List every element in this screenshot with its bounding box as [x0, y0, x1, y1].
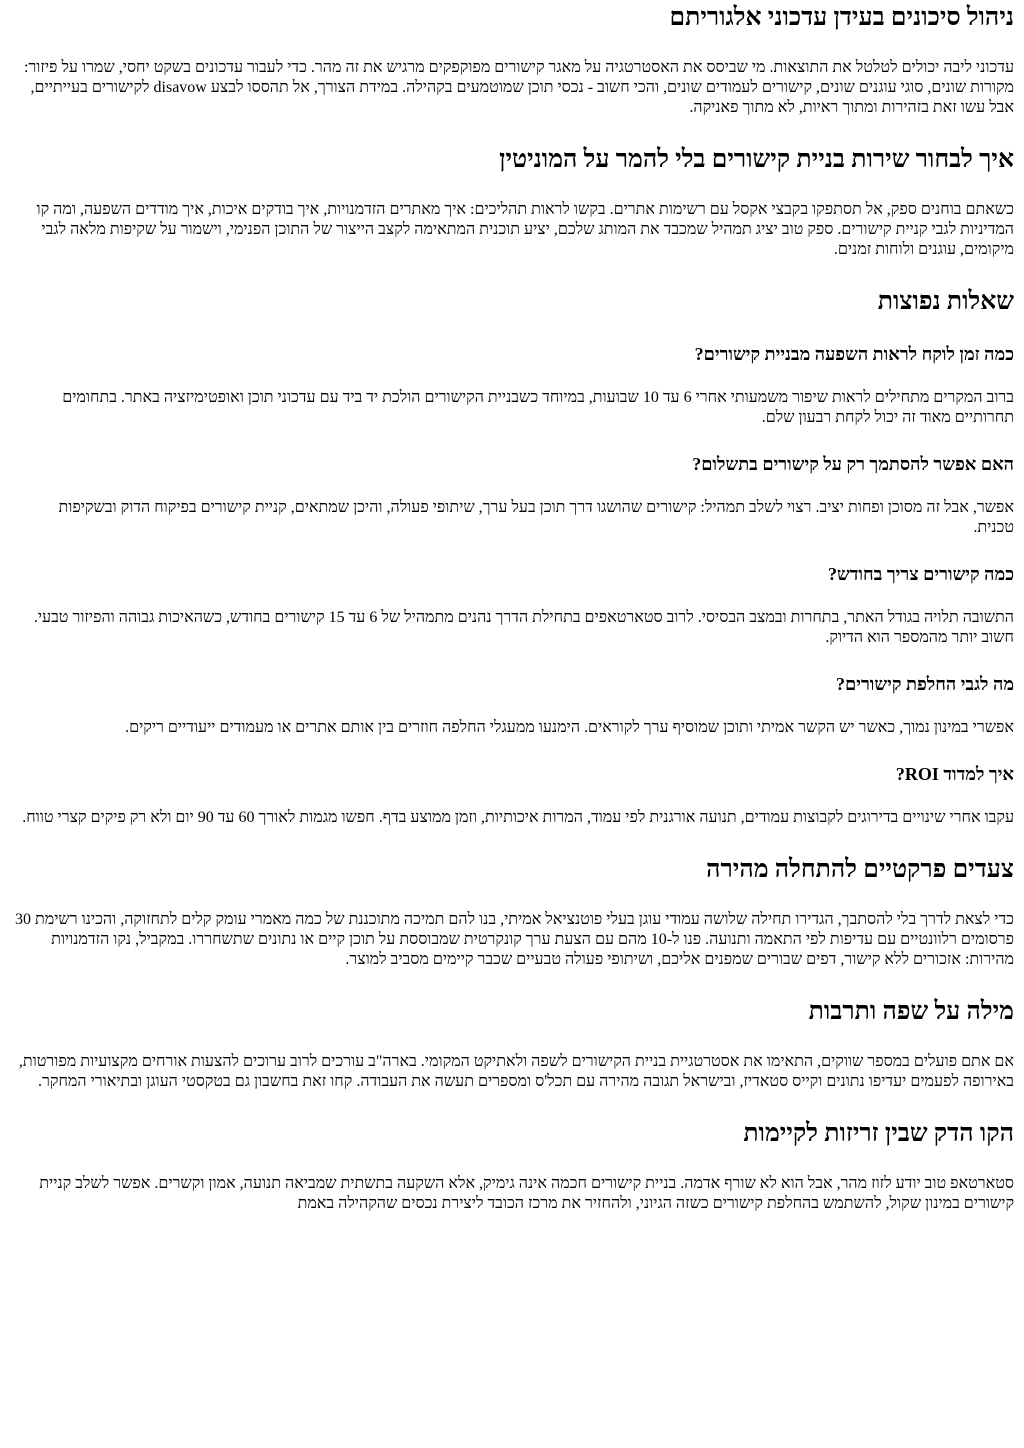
faq-answer: ברוב המקרים מתחילים לראות שיפור משמעותי אחרי 6 עד 10 שבועות, במיוחד כשבניית הקישורים הולכת יד ביד עם עדכוני תוכן ואופטימיזציה באתר. בתחומים תחרותיים מאוד זה יכול לקחת רבעון שלם.	[62, 389, 1014, 426]
faq-answer: עקבו אחרי שינויים בדירוגים לקבוצות עמודים, תנועה אורגנית לפי עמוד, המרות איכותיות, וזמן ממוצע בדף. חפשו מגמות לאורך 60 עד 90 יום ולא רק פיקים קצרי טווח.	[22, 809, 1014, 826]
faq-question: מה לגבי החלפת קישורים?	[836, 674, 1014, 694]
faq-question: כמה קישורים צריך בחודש?	[828, 564, 1014, 584]
section-heading-risk-management: ניהול סיכונים בעידן עדכוני אלגוריתם	[669, 4, 1014, 31]
faq-heading: שאלות נפוצות	[877, 288, 1014, 315]
section-heading-language-culture: מילה על שפה ותרבות	[808, 998, 1014, 1025]
section-body-choosing-service: כשאתם בוחנים ספק, אל תסתפקו בקבצי אקסל עם רשימות אתרים. בקשו לראות תהליכים: איך מאתרים הזדמנויות, איך בודקים איכות, איך מודדים השפעה, ומה קו המדיניות לגבי קניית קישורים. ספק טוב יציג תמהיל שמכבד את המותג שלכם, יציע תוכנית המתאימה לקצב הייצור של התוכן הפנימי, וישמור על שקיפות מלאה לגבי מיקומים, עוגנים ולוחות זמנים.	[36, 201, 1014, 258]
section-body-language-culture: אם אתם פועלים במספר שווקים, התאימו את אסטרטגיית בניית הקישורים לשפה ולאתיקט המקומי. בארה"ב עורכים לרוב ערוכים להצעות אורחים מקצועיות מפורטות, באירופה לפעמים יעדיפו נתונים וקייס סטאדיז, ובישראל תגובה מהירה עם תכל'ס ומספרים תעשה את העבודה. קחו זאת בחשבון גם בטקסטי העוגן ובתיאורי המחקר.	[18, 1053, 1014, 1090]
section-heading-choosing-service: איך לבחור שירות בניית קישורים בלי להמר על המוניטין	[499, 146, 1014, 173]
section-heading-agility-sustainability: הקו הדק שבין זריזות לקיימות	[743, 1120, 1014, 1147]
faq-question: איך למדוד ROI?	[895, 764, 1014, 784]
section-body-risk-management: עדכוני ליבה יכולים לטלטל את התוצאות. מי שביסס את האסטרטגיה על מאגר קישורים מפוקפקים מרגיש את זה מהר. כדי לעבור עדכונים בשקט יחסי, שמרו על פיזור: מקורות שונים, סוגי עוגנים שונים, קישורים לעמודים שונים, והכי חשוב - נכסי תוכן שמוטמעים בקהילה. במידת הצורך, אל תהססו לבצע disavow לקישורים בעייתיים, אבל עשו זאת בזהירות ומתוך ראיות, לא מתוך פאניקה.	[24, 59, 1014, 116]
section-heading-quick-start: צעדים פרקטיים להתחלה מהירה	[706, 856, 1014, 883]
faq-answer: התשובה תלויה בגודל האתר, בתחרות ובמצב הבסיסי. לרוב סטארטאפים בתחילת הדרך נהנים מתמהיל של 6 עד 15 קישורים בחודש, כשהאיכות גבוהה והפיזור טבעי. חשוב יותר מהמספר הוא הדיוק.	[33, 609, 1014, 646]
section-body-agility-sustainability: סטארטאפ טוב יודע לזוז מהר, אבל הוא לא שורף אדמה. בניית קישורים חכמה אינה גימיק, אלא השקעה בתשתית שמביאה תנועה, אמון וקשרים. אפשר לשלב קניית קישורים במינון שקול, להשתמש בהחלפת קישורים כשזה הגיוני, ולהחזיר את מרכז הכובד ליצירת נכסים שהקהילה באמת	[39, 1175, 1014, 1212]
faq-answer: אפשרי במינון נמוך, כאשר יש הקשר אמיתי ותוכן שמוסיף ערך לקוראים. הימנעו ממעגלי החלפה חוזרים בין אותם אתרים או מעמודים ייעודיים ריקים.	[125, 719, 1014, 736]
faq-question: כמה זמן לוקח לראות השפעה מבניית קישורים?	[694, 344, 1014, 364]
faq-answer: אפשר, אבל זה מסוכן ופחות יציב. רצוי לשלב תמהיל: קישורים שהושגו דרך תוכן בעל ערך, שיתופי פעולה, והיכן שמתאים, קניית קישורים בפיקוח הדוק ובשקיפות טכנית.	[58, 499, 1014, 536]
faq-question: האם אפשר להסתמך רק על קישורים בתשלום?	[692, 454, 1014, 474]
section-body-quick-start: כדי לצאת לדרך בלי להסתבך, הגדירו תחילה שלושה עמודי עוגן בעלי פוטנציאל אמיתי, בנו להם תמיכה מתוכננת של כמה מאמרי עומק קלים לתחזוקה, והכינו רשימת 30 פרסומים רלוונטיים עם עדיפות לפי התאמה ותנועה. פנו ל-10 מהם עם הצעת ערך קונקרטית שמבוססת על תוכן קיים או נתונים שתשחררו. במקביל, נקו הזדמנויות מהירות: אזכורים ללא קישור, דפים שבורים שמפנים אליכם, ושיתופי פעולה טבעיים שכבר קיימים מסביב למוצר.	[14, 911, 1014, 968]
